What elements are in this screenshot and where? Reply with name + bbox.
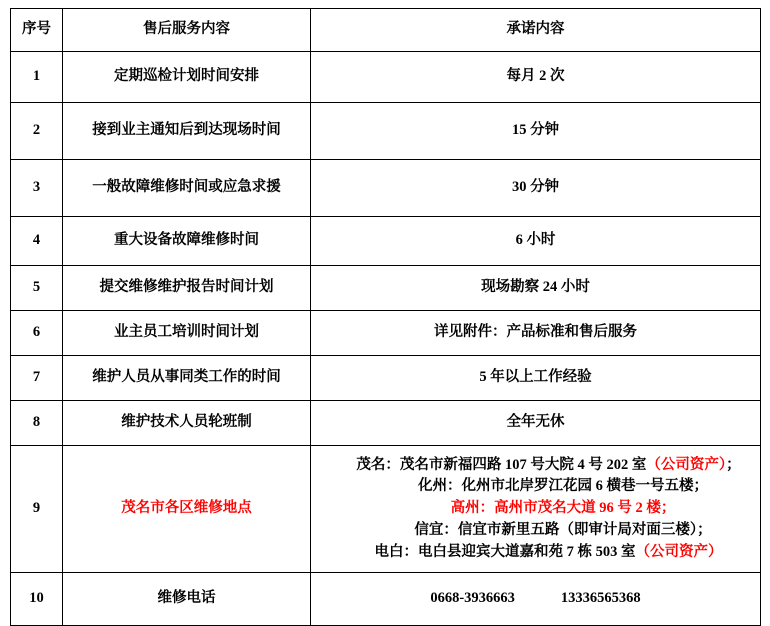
row-no: 2 — [11, 103, 63, 160]
address-city: 化州： — [418, 478, 462, 495]
address-line — [315, 476, 756, 498]
row-no: 4 — [11, 217, 63, 266]
row-item: 定期巡检计划时间安排 — [63, 52, 311, 103]
row-no: 10 — [11, 573, 63, 626]
header-promise: 承诺内容 — [311, 9, 761, 52]
address-city: 电白： — [374, 543, 418, 560]
table-row — [11, 160, 761, 217]
address-body: 电白县迎宾大道嘉和苑 7 栋 503 室 — [418, 543, 636, 560]
after-sales-service-table — [10, 8, 761, 626]
row-promise: 详见附件：产品标准和售后服务 — [311, 311, 761, 356]
address-body: 信宜市新里五路（即审计局对面三楼） — [457, 521, 698, 538]
address-body: 高州市茂名大道 96 号 2 楼； — [494, 500, 676, 517]
address-city: 高州： — [450, 500, 495, 517]
table-row — [11, 266, 761, 311]
row-item: 维护技术人员轮班制 — [63, 401, 311, 446]
phone-number-secondary: 13336565368 — [560, 590, 641, 607]
address-line — [315, 455, 756, 477]
table-row-phone — [11, 573, 761, 626]
table-row — [11, 401, 761, 446]
row-address-list — [311, 446, 761, 573]
row-no: 9 — [11, 446, 63, 573]
row-promise: 6 小时 — [311, 217, 761, 266]
address-body: 茂名市新福四路 107 号大院 4 号 202 室 — [399, 456, 647, 473]
row-promise: 全年无休 — [311, 401, 761, 446]
table-row — [11, 103, 761, 160]
address-note: （公司资产） — [635, 543, 723, 560]
table-header-row — [11, 9, 761, 52]
table-row — [11, 311, 761, 356]
header-item: 售后服务内容 — [63, 9, 311, 52]
row-item: 重大设备故障维修时间 — [63, 217, 311, 266]
row-no: 5 — [11, 266, 63, 311]
table-row — [11, 356, 761, 401]
address-tail: ； — [726, 456, 741, 473]
row-no: 1 — [11, 52, 63, 103]
row-item: 维护人员从事同类工作的时间 — [63, 356, 311, 401]
address-city: 信宜： — [414, 521, 458, 538]
address-line — [315, 520, 756, 542]
row-no: 8 — [11, 401, 63, 446]
row-no: 3 — [11, 160, 63, 217]
row-item: 茂名市各区维修地点 — [63, 446, 311, 573]
header-no: 序号 — [11, 9, 63, 52]
address-city: 茂名： — [356, 456, 400, 473]
row-phone-numbers — [311, 573, 761, 626]
address-body: 化州市北岸罗江花园 6 横巷一号五楼 — [461, 478, 694, 495]
row-item: 提交维修维护报告时间计划 — [63, 266, 311, 311]
address-tail: ； — [693, 478, 708, 495]
row-no: 7 — [11, 356, 63, 401]
address-tail: ； — [697, 521, 712, 538]
address-line — [315, 498, 756, 520]
row-promise: 每月 2 次 — [311, 52, 761, 103]
row-promise: 现场勘察 24 小时 — [311, 266, 761, 311]
row-promise: 30 分钟 — [311, 160, 761, 217]
row-item: 业主员工培训时间计划 — [63, 311, 311, 356]
row-item: 一般故障维修时间或应急求援 — [63, 160, 311, 217]
row-promise: 15 分钟 — [311, 103, 761, 160]
address-note: （公司资产） — [646, 456, 727, 473]
phone-number-primary: 0668-3936663 — [430, 590, 515, 607]
address-line — [315, 542, 756, 564]
row-no: 6 — [11, 311, 63, 356]
row-promise: 5 年以上工作经验 — [311, 356, 761, 401]
table-row — [11, 52, 761, 103]
table-row — [11, 217, 761, 266]
table-row-addresses — [11, 446, 761, 573]
row-item: 维修电话 — [63, 573, 311, 626]
row-item: 接到业主通知后到达现场时间 — [63, 103, 311, 160]
